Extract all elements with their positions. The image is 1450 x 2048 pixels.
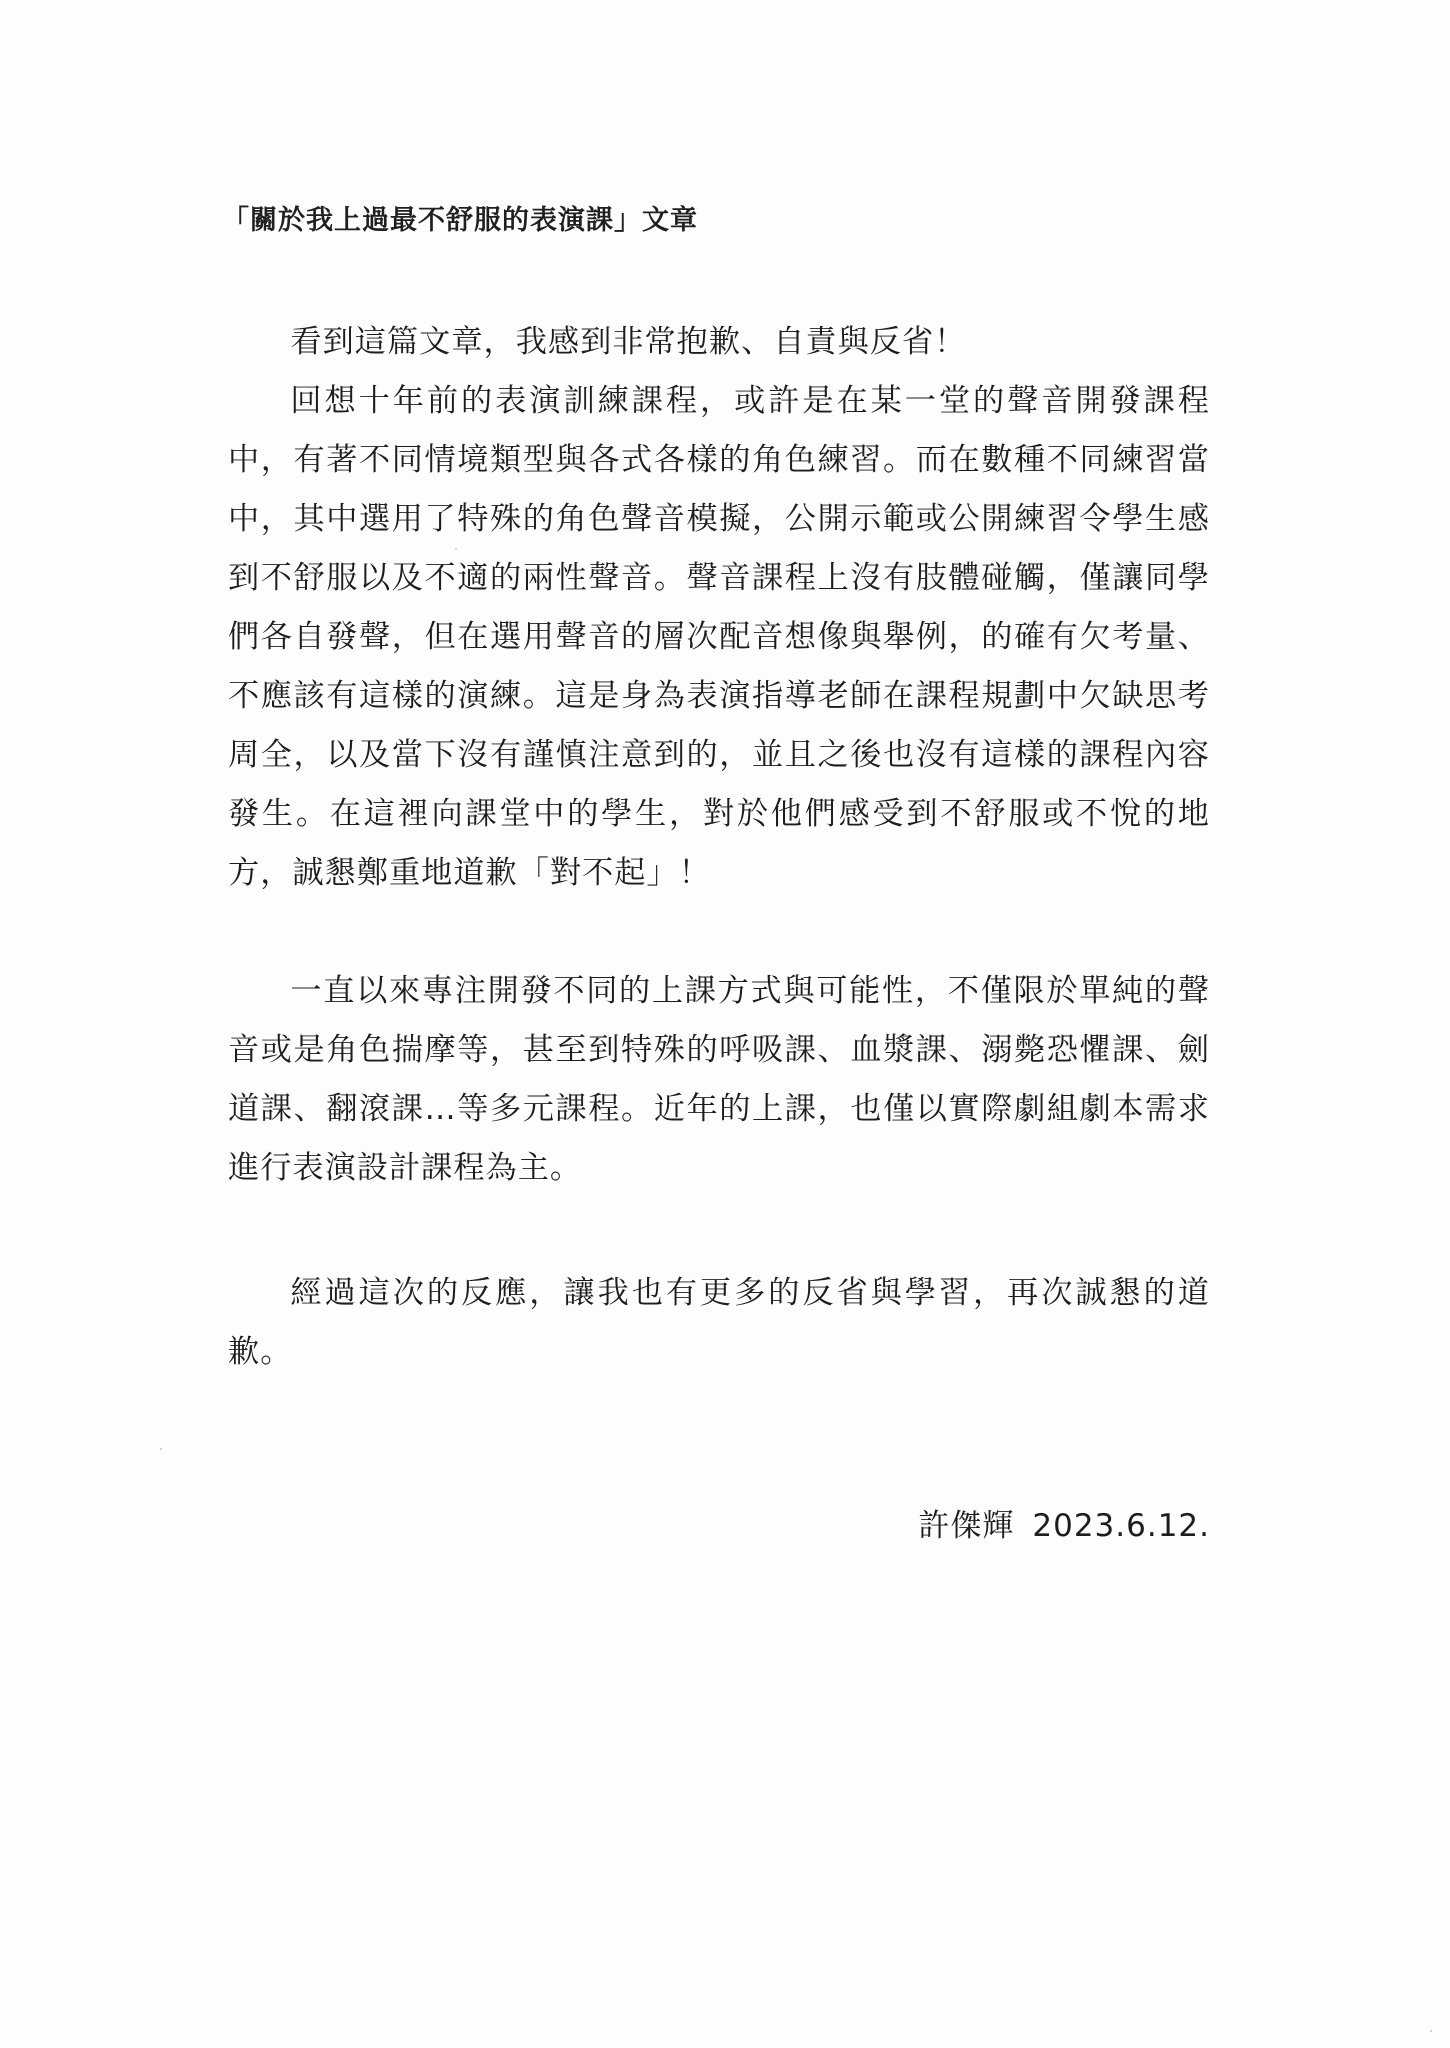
signature-date: 2023.6.12. [1032,1508,1210,1544]
scan-speck [160,1448,162,1450]
paragraph-closing [228,1264,1210,1382]
paragraph-apology [228,313,1210,903]
scan-speck [1430,2030,1432,2032]
paragraph-teaching-methods [228,962,1210,1198]
paragraph-apology-line-1: 看到這篇文章，我感到非常抱歉、自責與反省！ [290,324,967,360]
paragraph-apology-body: 回想十年前的表演訓練課程，或許是在某一堂的聲音開發課程中，有著不同情境類型與各式各樣的角色練習。而在數種不同練習當中，其中選用了特殊的角色聲音模擬，公開示範或公開練習令學生感到不舒服以及不適的兩性聲音。聲音課程上沒有肢體碰觸，僅讓同學們各自發聲，但在選用聲音的層次配音想像與舉例，的確有欠考量、不應該有這樣的演練。這是身為表演指導老師在課程規劃中欠缺思考周全，以及當下沒有謹慎注意到的，並且之後也沒有這樣的課程內容發生。在這裡向課堂中的學生，對於他們感受到不舒服或不悅的地方，誠懇鄭重地道歉「對不起」！ [228,383,1210,891]
signature-name: 許傑輝 [918,1508,1015,1544]
paragraph-closing-text: 經過這次的反應，讓我也有更多的反省與學習，再次誠懇的道歉。 [228,1275,1210,1370]
letter-title: 「關於我上過最不舒服的表演課」文章 [222,205,698,236]
signature-block [900,1500,1210,1545]
scan-speck [455,548,457,550]
paragraph-teaching-methods-text: 一直以來專注開發不同的上課方式與可能性，不僅限於單純的聲音或是角色揣摩等，甚至到特殊的呼吸課、血漿課、溺斃恐懼課、劍道課、翻滾課…等多元課程。近年的上課，也僅以實際劇組劇本需求進行表演設計課程為主。 [228,973,1210,1186]
